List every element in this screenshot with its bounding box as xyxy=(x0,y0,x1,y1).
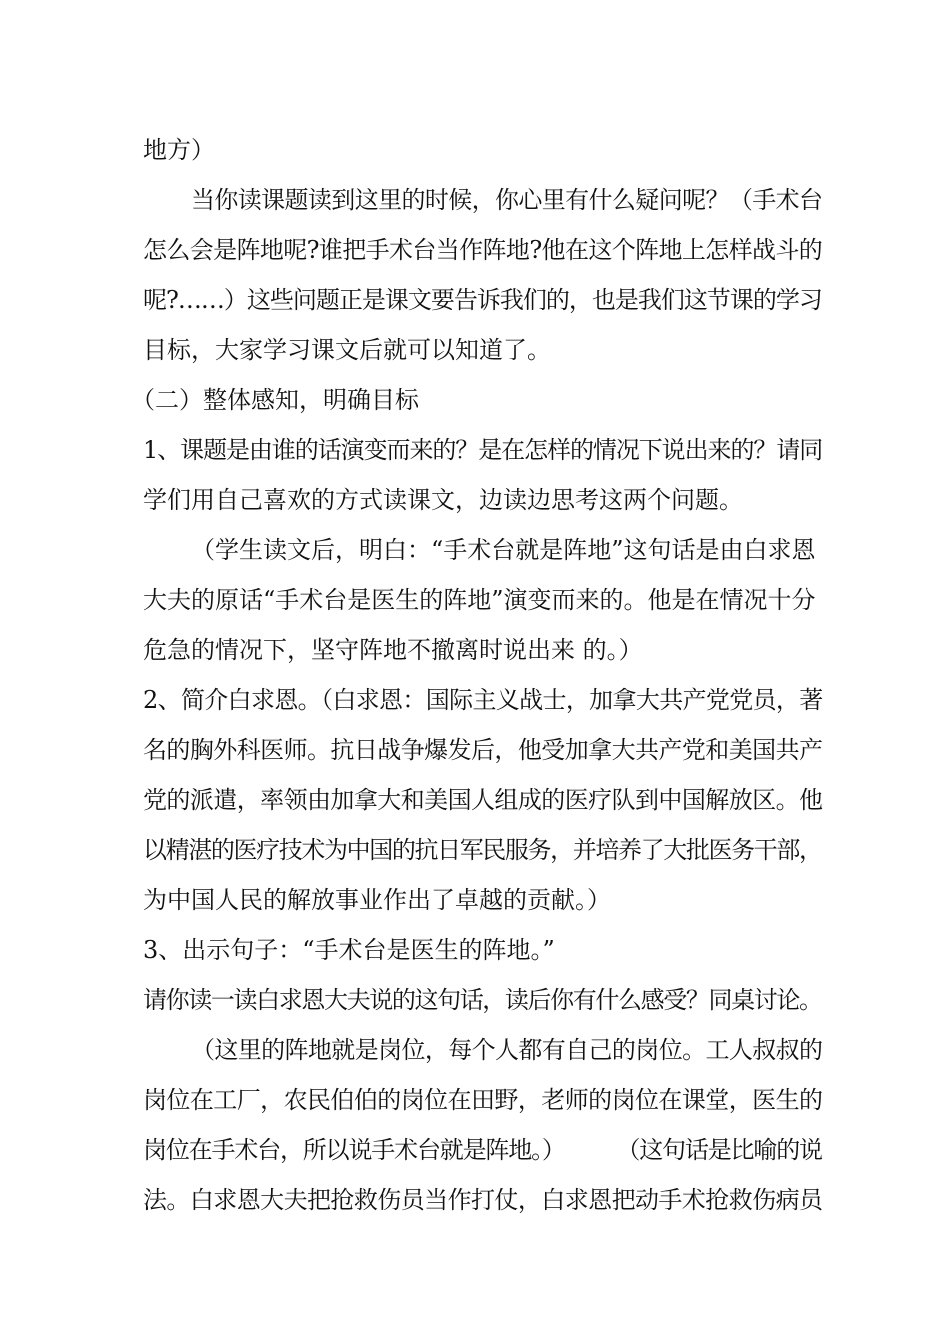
text-line: （这里的阵地就是岗位，每个人都有自己的岗位。工人叔叔的 xyxy=(191,1036,823,1064)
section-heading: （二）整体感知，明确目标 xyxy=(131,386,419,414)
text-line: 岗位在工厂，农民伯伯的岗位在田野，老师的岗位在课堂，医生的 xyxy=(143,1086,823,1114)
text-line: 请你读一读白求恩大夫说的这句话，读后你有什么感受？同桌讨论。 xyxy=(143,986,822,1014)
text-line: 2、简介白求恩。（白求恩：国际主义战士，加拿大共产党党员，著 xyxy=(143,686,823,714)
text-line: 为中国人民的解放事业作出了卓越的贡献。） xyxy=(143,886,611,914)
text-line: 3、出示句子：“手术台是医生的阵地。” xyxy=(143,936,555,964)
text-line: 名的胸外科医师。抗日战争爆发后，他受加拿大共产党和美国共产 xyxy=(143,736,823,764)
text-line: 党的派遣，率领由加拿大和美国人组成的医疗队到中国解放区。他 xyxy=(143,786,823,814)
text-line: 危急的情况下，坚守阵地不撤离时说出来 的。） xyxy=(143,636,643,664)
text-line: 学们用自己喜欢的方式读课文，边读边思考这两个问题。 xyxy=(143,486,743,514)
text-line: （学生读文后，明白：“手术台就是阵地”这句话是由白求恩 xyxy=(191,536,816,564)
text-line: 以精湛的医疗技术为中国的抗日军民服务，并培养了大批医务干部， xyxy=(143,836,822,864)
text-line: 1、课题是由谁的话演变而来的？是在怎样的情况下说出来的？请同 xyxy=(143,436,823,464)
text-line: 岗位在手术台，所以说手术台就是阵地。） （这句话是比喻的说 xyxy=(143,1136,822,1164)
text-line: 法。白求恩大夫把抢救伤员当作打仗，白求恩把动手术抢救伤病员 xyxy=(143,1186,823,1214)
text-line: 怎么会是阵地呢?谁把手术台当作阵地?他在这个阵地上怎样战斗的 xyxy=(143,236,823,264)
text-line: 大夫的原话“手术台是医生的阵地”演变而来的。他是在情况十分 xyxy=(143,586,816,614)
text-line: 目标，大家学习课文后就可以知道了。 xyxy=(143,336,551,364)
text-line: 当你读课题读到这里的时候，你心里有什么疑问呢？（手术台 xyxy=(191,186,823,214)
text-line: 地方） xyxy=(143,136,215,164)
text-line: 呢?……）这些问题正是课文要告诉我们的，也是我们这节课的学习 xyxy=(143,286,822,314)
